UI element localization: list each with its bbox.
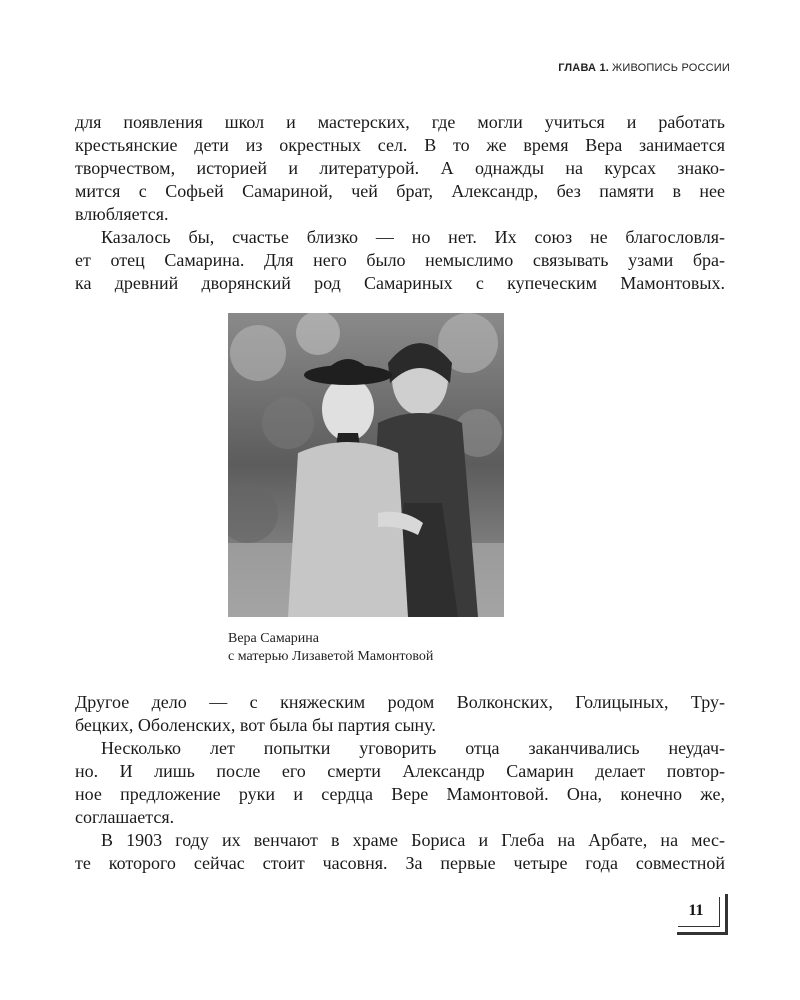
caption-line-2: с матерью Лизаветой Мамонтовой <box>228 649 434 664</box>
text-line-content: но. И лишь после его смерти Александр Самарин делает повтор- <box>75 761 725 781</box>
photo-caption <box>228 630 433 666</box>
text-line-content: бецких, Оболенских, вот была бы партия сыну. <box>75 715 436 735</box>
text-line <box>75 272 725 295</box>
text-line-content: соглашается. <box>75 807 175 827</box>
body-text-top <box>75 111 725 295</box>
text-line <box>75 714 725 737</box>
text-line-content: творчеством, историей и литературой. А однажды на курсах знако- <box>75 158 725 178</box>
text-line-content: Казалось бы, счастье близко — но нет. Их союз не благословля- <box>101 227 725 247</box>
text-line <box>75 783 725 806</box>
text-line <box>75 760 725 783</box>
text-line <box>75 157 725 180</box>
text-line-content: ное предложение руки и сердца Вере Мамонтовой. Она, конечно же, <box>75 784 725 804</box>
text-line <box>75 111 725 134</box>
text-line-content: Несколько лет попытки уговорить отца заканчивались неудач- <box>101 738 725 758</box>
text-line-content: В 1903 году их венчают в храме Бориса и Глеба на Арбате, на мес- <box>101 830 725 850</box>
photo-illustration <box>228 313 504 617</box>
text-line-content: мится с Софьей Самариной, чей брат, Александр, без памяти в нее <box>75 181 725 201</box>
body-text-bottom <box>75 691 725 875</box>
chapter-title: ЖИВОПИСЬ РОССИИ <box>612 62 730 74</box>
text-line <box>75 226 725 249</box>
running-header <box>558 62 730 74</box>
text-line-content: влюбляется. <box>75 204 169 224</box>
page-number: 11 <box>688 902 704 919</box>
text-line-content: крестьянские дети из окрестных сел. В то же время Вера занимается <box>75 135 725 155</box>
text-line <box>75 737 725 760</box>
caption-line-1: Вера Самарина <box>228 631 319 646</box>
chapter-label: ГЛАВА 1. <box>558 62 610 74</box>
text-line <box>75 180 725 203</box>
text-line-content: для появления школ и мастерских, где могли учиться и работать <box>75 112 725 132</box>
text-line <box>75 829 725 852</box>
text-line <box>75 134 725 157</box>
text-line-content: те которого сейчас стоит часовня. За первые четыре года совместной <box>75 853 725 873</box>
text-line-content: Другое дело — с княжеским родом Волконских, Голицыных, Тру- <box>75 692 725 712</box>
text-line <box>75 203 725 226</box>
text-line <box>75 249 725 272</box>
text-line-content: ка древний дворянский род Самариных с купеческим Мамонтовых. <box>75 273 725 293</box>
text-line <box>75 806 725 829</box>
text-line-content: ет отец Самарина. Для него было немыслимо связывать узами бра- <box>75 250 725 270</box>
historical-photo <box>228 313 504 617</box>
text-line <box>75 691 725 714</box>
text-line <box>75 852 725 875</box>
